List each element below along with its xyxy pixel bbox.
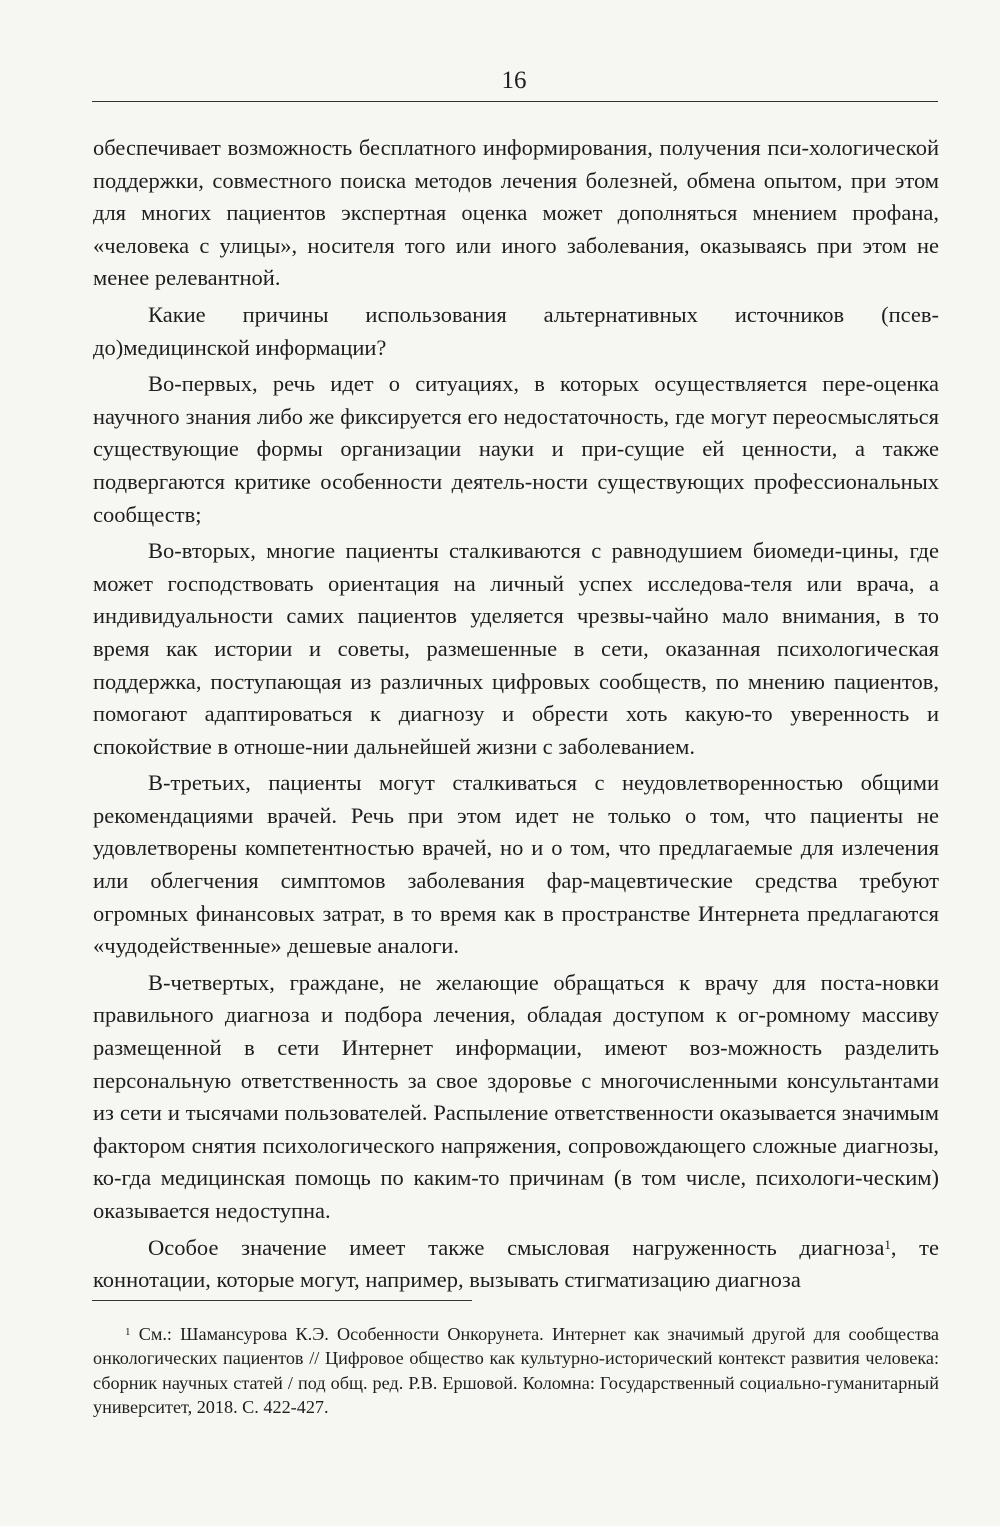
paragraph-text: Особое значение имеет также смысловая нагруженность диагноза	[148, 1234, 885, 1260]
page-number: 16	[501, 67, 527, 94]
paragraph-with-footnote-ref	[93, 1232, 939, 1297]
body-text	[93, 132, 939, 1297]
paragraph-text: , те коннотации, которые могут, например, вызывать стигматизацию диагноза	[93, 1234, 939, 1293]
paragraph: В-четвертых, граждане, не желающие обращаться к врачу для поста-новки правильного диагноза и подбора лечения, обладая доступом к ог-ромному массиву размещенной в сети Интернет информации, имеют воз-можность разделить персональную ответственность за свое здоровье с многочисленными консультантами из сети и тысячами пользователей. Распыление ответственности оказывается значимым фактором снятия психологического напряжения, сопровождающего сложные диагнозы, ко-гда медицинская помощь по каким-то причинам (в том числе, психологи-ческим) оказывается недоступна.	[93, 969, 939, 1223]
paragraph: Во-первых, речь идет о ситуациях, в которых осуществляется пере-оценка научного знания либо же фиксируется его недостаточность, где могут переосмысляться существующие формы организации науки и при-сущие ей ценности, а также подвергаются критике особенности деятель-ности существующих профессиональных сообществ;	[93, 371, 939, 527]
paragraph: Какие причины использования альтернативных источников (псев-до)медицинской информации?	[93, 301, 939, 360]
header-rule	[92, 101, 938, 102]
footnote-marker: 1	[125, 1326, 131, 1338]
paragraph: В-третьих, пациенты могут сталкиваться с неудовлетворенностью общими рекомендациями врачей. Речь при этом идет не только о том, что пациенты не удовлетворены компетентностью врачей, но и о том, что предлагаемые для излечения или облегчения симптомов заболевания фар-мацевтические средства требуют огромных финансовых затрат, в то время как в пространстве Интернета предлагаются «чудодейственные» дешевые аналоги.	[93, 770, 939, 959]
footnote-rule	[92, 1300, 472, 1301]
paragraph: Во-вторых, многие пациенты сталкиваются с равнодушием биомеди-цины, где может господствовать ориентация на личный успех исследова-теля или врача, а индивидуальности самих пациентов уделяется чрезвы-чайно мало внимания, в то время как истории и советы, размешенные в сети, оказанная психологическая поддержка, поступающая из различных цифровых сообществ, по мнению пациентов, помогают адаптироваться к диагнозу и обрести хоть какую-то уверенность и спокойствие в отноше-нии дальнейшей жизни с заболеванием.	[93, 538, 939, 759]
footnote-text: См.: Шамансурова К.Э. Особенности Онкорунета. Интернет как значимый другой для сообщества онкологических пациентов // Цифровое общество как культурно-исторический контекст развития человека: сборник научных статей / под общ. ред. Р.В. Ершовой. Коломна: Государственный социально-гуманитарный университет, 2018. С. 422-427.	[93, 1324, 940, 1418]
footnote-reference[interactable]: 1	[884, 1236, 891, 1252]
footnote	[93, 1322, 939, 1420]
paragraph: обеспечивает возможность бесплатного информирования, получения пси-хологической поддержки, совместного поиска методов лечения болезней, обмена опытом, при этом для многих пациентов экспертная оценка может дополняться мнением профана, «человека с улицы», носителя того или иного заболевания, оказываясь при этом не менее релевантной.	[93, 135, 939, 291]
